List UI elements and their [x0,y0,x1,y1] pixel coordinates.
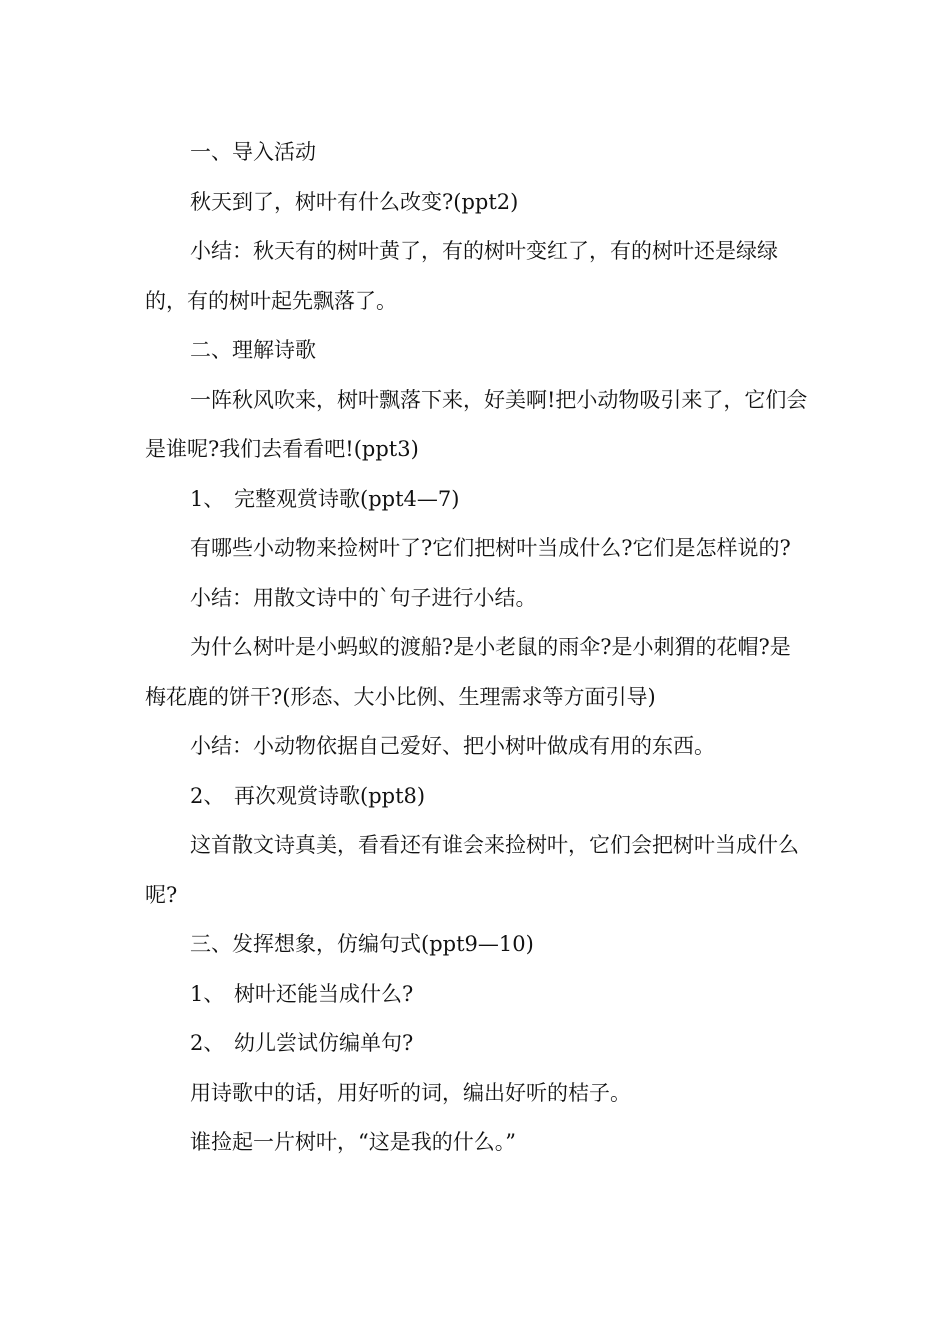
list-number: 2、 [190,783,225,808]
section-heading-imagine: 三、发挥想象，仿编句式(ppt9—10) [190,932,534,956]
section-heading-intro: 一、导入活动 [190,140,316,164]
list-item [145,970,810,1020]
list-item-text: 完整观赏诗歌(ppt4—7) [234,486,460,511]
section-heading-understand: 二、理解诗歌 [190,338,316,362]
list-item [145,475,810,525]
paragraph-summary: 小结：用散文诗中的`句子进行小结。 [190,585,537,610]
list-item [145,1019,810,1069]
list-item-text: 再次观赏诗歌(ppt8) [234,783,426,808]
paragraph-summary: 小结：小动物依据自己爱好、把小树叶做成有用的东西。 [190,734,715,758]
paragraph: 有哪些小动物来捡树叶了?它们把树叶当成什么?它们是怎样说的? [190,536,791,560]
list-number: 1、 [190,981,225,1006]
paragraph: 为什么树叶是小蚂蚁的渡船?是小老鼠的雨伞?是小刺猬的花帽?是梅花鹿的饼干?(形态、大小比例、生理需求等方面引导) [145,635,791,709]
paragraph-summary: 小结：秋天有的树叶黄了，有的树叶变红了，有的树叶还是绿绿的，有的树叶起先飘落了。 [145,239,778,313]
paragraph: 秋天到了，树叶有什么改变?(ppt2) [190,189,519,214]
paragraph: 一阵秋风吹来，树叶飘落下来，好美啊!把小动物吸引来了，它们会是谁呢?我们去看看吧!(ppt3) [145,387,808,461]
paragraph: 用诗歌中的话，用好听的词，编出好听的桔子。 [190,1080,631,1105]
document-body [145,128,810,1168]
list-number: 1、 [190,486,225,511]
list-item-text: 树叶还能当成什么? [234,981,414,1006]
paragraph: 这首散文诗真美，看看还有谁会来捡树叶，它们会把树叶当成什么呢? [145,833,799,907]
paragraph: 谁捡起一片树叶，“这是我的什么。” [190,1130,516,1154]
list-item [145,772,810,822]
list-number: 2、 [190,1031,225,1055]
list-item-text: 幼儿尝试仿编单句? [234,1031,414,1055]
